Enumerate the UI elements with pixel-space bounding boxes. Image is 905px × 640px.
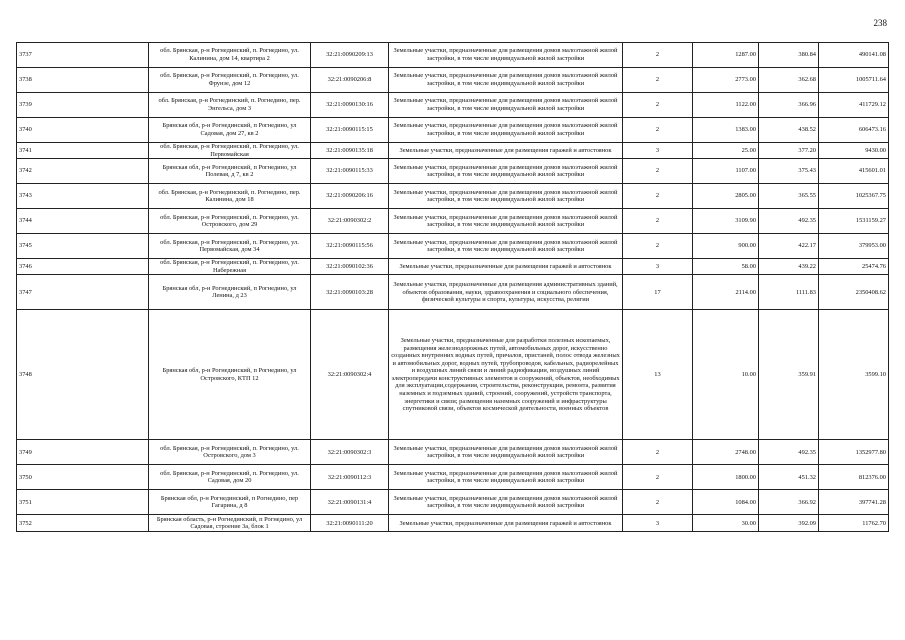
cadastral-number-cell: 32:21:0090302:2 — [311, 209, 389, 234]
cadastral-number-cell: 32:21:0090115:33 — [311, 159, 389, 184]
address-cell: Брянская обл, р-н Рогнединский, п Рогнедино, пер Гагарина, д 8 — [149, 490, 311, 515]
use-group-cell: 2 — [623, 43, 693, 68]
use-group-cell: 2 — [623, 184, 693, 209]
table-row — [17, 43, 889, 68]
row-number: 3737 — [17, 43, 149, 68]
table-row — [17, 118, 889, 143]
cadastral-number-cell: 32:21:0090209:13 — [311, 43, 389, 68]
area-cell: 1800.00 — [693, 465, 759, 490]
address-cell: обл. Брянская, р-н Рогнединский, п. Рогнедино, пер. Энгельса, дом 3 — [149, 93, 311, 118]
use-group-cell: 2 — [623, 118, 693, 143]
use-group-cell: 2 — [623, 490, 693, 515]
table-row — [17, 93, 889, 118]
cadastral-value-cell: 606473.16 — [819, 118, 889, 143]
address-cell: обл. Брянская, р-н Рогнединский, п. Рогнедино, ул. Набережная — [149, 259, 311, 275]
permitted-use-cell: Земельные участки, предназначенные для размещения домов малоэтажной жилой застройки, в том числе индивидуальной жилой застройки — [389, 118, 623, 143]
permitted-use-cell: Земельные участки, предназначенные для размещения административных зданий, объектов образования, науки, здравоохранения и социального обеспечения, физической культуры и спорта, культуры, искусства, религии — [389, 275, 623, 310]
cadastral-value-cell: 379953.00 — [819, 234, 889, 259]
cadastral-number-cell: 32:21:0090111:20 — [311, 515, 389, 532]
row-number: 3738 — [17, 68, 149, 93]
permitted-use-cell: Земельные участки, предназначенные для размещения домов малоэтажной жилой застройки, в том числе индивидуальной жилой застройки — [389, 490, 623, 515]
row-number: 3750 — [17, 465, 149, 490]
table-row — [17, 209, 889, 234]
cadastral-value-cell: 415601.01 — [819, 159, 889, 184]
specific-value-cell: 366.92 — [759, 490, 819, 515]
specific-value-cell: 451.32 — [759, 465, 819, 490]
cadastral-value-cell: 25474.76 — [819, 259, 889, 275]
specific-value-cell: 1111.83 — [759, 275, 819, 310]
area-cell: 1122.00 — [693, 93, 759, 118]
area-cell: 1287.00 — [693, 43, 759, 68]
specific-value-cell: 375.43 — [759, 159, 819, 184]
row-number: 3749 — [17, 440, 149, 465]
use-group-cell: 2 — [623, 68, 693, 93]
table-row — [17, 310, 889, 440]
area-cell: 2805.00 — [693, 184, 759, 209]
specific-value-cell: 492.35 — [759, 440, 819, 465]
permitted-use-cell: Земельные участки, предназначенные для размещения домов малоэтажной жилой застройки, в том числе индивидуальной жилой застройки — [389, 465, 623, 490]
row-number: 3740 — [17, 118, 149, 143]
cadastral-number-cell: 32:21:0090302:3 — [311, 440, 389, 465]
cadastral-number-cell: 32:21:0090102:36 — [311, 259, 389, 275]
address-cell: обл. Брянская, р-н Рогнединский, п. Рогнедино, ул. Фрунзе, дом 12 — [149, 68, 311, 93]
table-row — [17, 490, 889, 515]
cadastral-value-cell: 2350408.62 — [819, 275, 889, 310]
area-cell: 3109.90 — [693, 209, 759, 234]
cadastral-value-cell: 1025367.75 — [819, 184, 889, 209]
cadastral-value-cell: 397741.28 — [819, 490, 889, 515]
cadastral-number-cell: 32:21:0090302:4 — [311, 310, 389, 440]
use-group-cell: 3 — [623, 515, 693, 532]
use-group-cell: 3 — [623, 259, 693, 275]
row-number: 3748 — [17, 310, 149, 440]
area-cell: 2114.00 — [693, 275, 759, 310]
use-group-cell: 2 — [623, 440, 693, 465]
permitted-use-cell: Земельные участки, предназначенные для размещения гаражей и автостоянок — [389, 259, 623, 275]
row-number: 3741 — [17, 143, 149, 159]
area-cell: 1107.00 — [693, 159, 759, 184]
table-row — [17, 234, 889, 259]
row-number: 3752 — [17, 515, 149, 532]
address-cell: обл. Брянская, р-н Рогнединский, п. Рогнедино, ул. Первомайская, дом 34 — [149, 234, 311, 259]
address-cell: Брянская обл, р-н Рогнединский, п Рогнедино, ул Полевая, д 7, кв 2 — [149, 159, 311, 184]
page-number: 238 — [873, 18, 887, 28]
cadastral-value-cell: 1005711.64 — [819, 68, 889, 93]
row-number: 3743 — [17, 184, 149, 209]
address-cell: Брянская обл, р-н Рогнединский, п Рогнедино, ул Садовая, дом 27, кв 2 — [149, 118, 311, 143]
use-group-cell: 2 — [623, 234, 693, 259]
table-row — [17, 465, 889, 490]
permitted-use-cell: Земельные участки, предназначенные для размещения гаражей и автостоянок — [389, 515, 623, 532]
address-cell: обл. Брянская, р-н Рогнединский, п. Рогнедино, пер. Калинина, дом 18 — [149, 184, 311, 209]
use-group-cell: 3 — [623, 143, 693, 159]
address-cell: обл. Брянская, р-н Рогнединский, п. Рогнедино, ул. Садовая, дом 20 — [149, 465, 311, 490]
cadastral-value-cell: 3599.10 — [819, 310, 889, 440]
specific-value-cell: 366.96 — [759, 93, 819, 118]
cadastral-number-cell: 32:21:0090206:16 — [311, 184, 389, 209]
cadastral-value-cell: 11762.70 — [819, 515, 889, 532]
cadastral-number-cell: 32:21:0090115:15 — [311, 118, 389, 143]
permitted-use-cell: Земельные участки, предназначенные для размещения домов малоэтажной жилой застройки, в том числе индивидуальной жилой застройки — [389, 68, 623, 93]
use-group-cell: 2 — [623, 209, 693, 234]
cadastral-number-cell: 32:21:0090115:56 — [311, 234, 389, 259]
area-cell: 900.00 — [693, 234, 759, 259]
specific-value-cell: 380.84 — [759, 43, 819, 68]
specific-value-cell: 438.52 — [759, 118, 819, 143]
specific-value-cell: 439.22 — [759, 259, 819, 275]
area-cell: 25.00 — [693, 143, 759, 159]
table-row — [17, 259, 889, 275]
area-cell: 2748.00 — [693, 440, 759, 465]
cadastral-number-cell: 32:21:0090135:18 — [311, 143, 389, 159]
cadastral-number-cell: 32:21:0090130:16 — [311, 93, 389, 118]
row-number: 3739 — [17, 93, 149, 118]
row-number: 3742 — [17, 159, 149, 184]
cadastral-value-cell: 1531159.27 — [819, 209, 889, 234]
use-group-cell: 2 — [623, 93, 693, 118]
row-number: 3746 — [17, 259, 149, 275]
specific-value-cell: 362.68 — [759, 68, 819, 93]
permitted-use-cell: Земельные участки, предназначенные для размещения домов малоэтажной жилой застройки, в том числе индивидуальной жилой застройки — [389, 234, 623, 259]
cadastral-value-cell: 812376.00 — [819, 465, 889, 490]
area-cell: 1383.00 — [693, 118, 759, 143]
permitted-use-cell: Земельные участки, предназначенные для разработки полезных ископаемых, размещения железнодорожных путей, автомобильных дорог, искусственно созданных внутренних водных путей, причалов, пристаней, полос отвода железных и автомобильных дорог, водных путей, трубопроводов, кабельных, радиорелейных и воздушных линий связи и линий радиофикации, воздушных линий электропередачи конструктивных элементов и сооружений, объектов, необходимых для эксплуатации,содержания, строительства, реконструкции, ремонта, развития наземных и подземных зданий, строений, сооружений, устройств транспорта, энергетики и связи; размещения наземных сооружений и инфраструктуры спутниковой связи, объектов космической деятельности, военных объектов — [389, 310, 623, 440]
table-row — [17, 440, 889, 465]
cadastral-value-cell: 411729.12 — [819, 93, 889, 118]
area-cell: 10.00 — [693, 310, 759, 440]
address-cell: обл. Брянская, р-н Рогнединский, п. Рогнедино, ул. Островского, дом 3 — [149, 440, 311, 465]
address-cell: обл. Брянская, р-н Рогнединский, п. Рогнедино, ул. Островского, дом 29 — [149, 209, 311, 234]
permitted-use-cell: Земельные участки, предназначенные для размещения домов малоэтажной жилой застройки, в том числе индивидуальной жилой застройки — [389, 93, 623, 118]
table-row — [17, 515, 889, 532]
specific-value-cell: 392.09 — [759, 515, 819, 532]
use-group-cell: 2 — [623, 465, 693, 490]
address-cell: обл. Брянская, р-н Рогнединский, п. Рогнедино, ул. Первомайская — [149, 143, 311, 159]
permitted-use-cell: Земельные участки, предназначенные для размещения домов малоэтажной жилой застройки, в том числе индивидуальной жилой застройки — [389, 43, 623, 68]
area-cell: 2773.00 — [693, 68, 759, 93]
table-row — [17, 184, 889, 209]
table-row — [17, 143, 889, 159]
table-row — [17, 159, 889, 184]
cadastral-number-cell: 32:21:0090206:8 — [311, 68, 389, 93]
permitted-use-cell: Земельные участки, предназначенные для размещения домов малоэтажной жилой застройки, в том числе индивидуальной жилой застройки — [389, 209, 623, 234]
permitted-use-cell: Земельные участки, предназначенные для размещения домов малоэтажной жилой застройки, в том числе индивидуальной жилой застройки — [389, 159, 623, 184]
cadastral-value-cell: 1352977.80 — [819, 440, 889, 465]
cadastral-value-table — [16, 42, 889, 532]
area-cell: 58.00 — [693, 259, 759, 275]
use-group-cell: 13 — [623, 310, 693, 440]
row-number: 3745 — [17, 234, 149, 259]
specific-value-cell: 492.35 — [759, 209, 819, 234]
area-cell: 30.00 — [693, 515, 759, 532]
address-cell: Брянская область, р-н Рогнединский, п Рогнедино, ул Садовая, строение 3а, блок 1 — [149, 515, 311, 532]
address-cell: обл. Брянская, р-н Рогнединский, п. Рогнедино, ул. Калинина, дом 14, квартира 2 — [149, 43, 311, 68]
specific-value-cell: 365.55 — [759, 184, 819, 209]
specific-value-cell: 377.20 — [759, 143, 819, 159]
use-group-cell: 2 — [623, 159, 693, 184]
permitted-use-cell: Земельные участки, предназначенные для размещения гаражей и автостоянок — [389, 143, 623, 159]
address-cell: Брянская обл, р-н Рогнединский, п Рогнедино, ул Ленина, д 23 — [149, 275, 311, 310]
row-number: 3747 — [17, 275, 149, 310]
row-number: 3744 — [17, 209, 149, 234]
area-cell: 1084.00 — [693, 490, 759, 515]
cadastral-number-cell: 32:21:0090131:4 — [311, 490, 389, 515]
specific-value-cell: 359.91 — [759, 310, 819, 440]
table-row — [17, 68, 889, 93]
cadastral-value-cell: 490141.08 — [819, 43, 889, 68]
use-group-cell: 17 — [623, 275, 693, 310]
row-number: 3751 — [17, 490, 149, 515]
cadastral-number-cell: 32:21:0090103:28 — [311, 275, 389, 310]
permitted-use-cell: Земельные участки, предназначенные для размещения домов малоэтажной жилой застройки, в том числе индивидуальной жилой застройки — [389, 184, 623, 209]
permitted-use-cell: Земельные участки, предназначенные для размещения домов малоэтажной жилой застройки, в том числе индивидуальной жилой застройки — [389, 440, 623, 465]
cadastral-number-cell: 32:21:0090112:3 — [311, 465, 389, 490]
table-row — [17, 275, 889, 310]
specific-value-cell: 422.17 — [759, 234, 819, 259]
cadastral-value-cell: 9430.00 — [819, 143, 889, 159]
address-cell: Брянская обл, р-н Рогнединский, п Рогнедино, ул Островского, КТП 12 — [149, 310, 311, 440]
